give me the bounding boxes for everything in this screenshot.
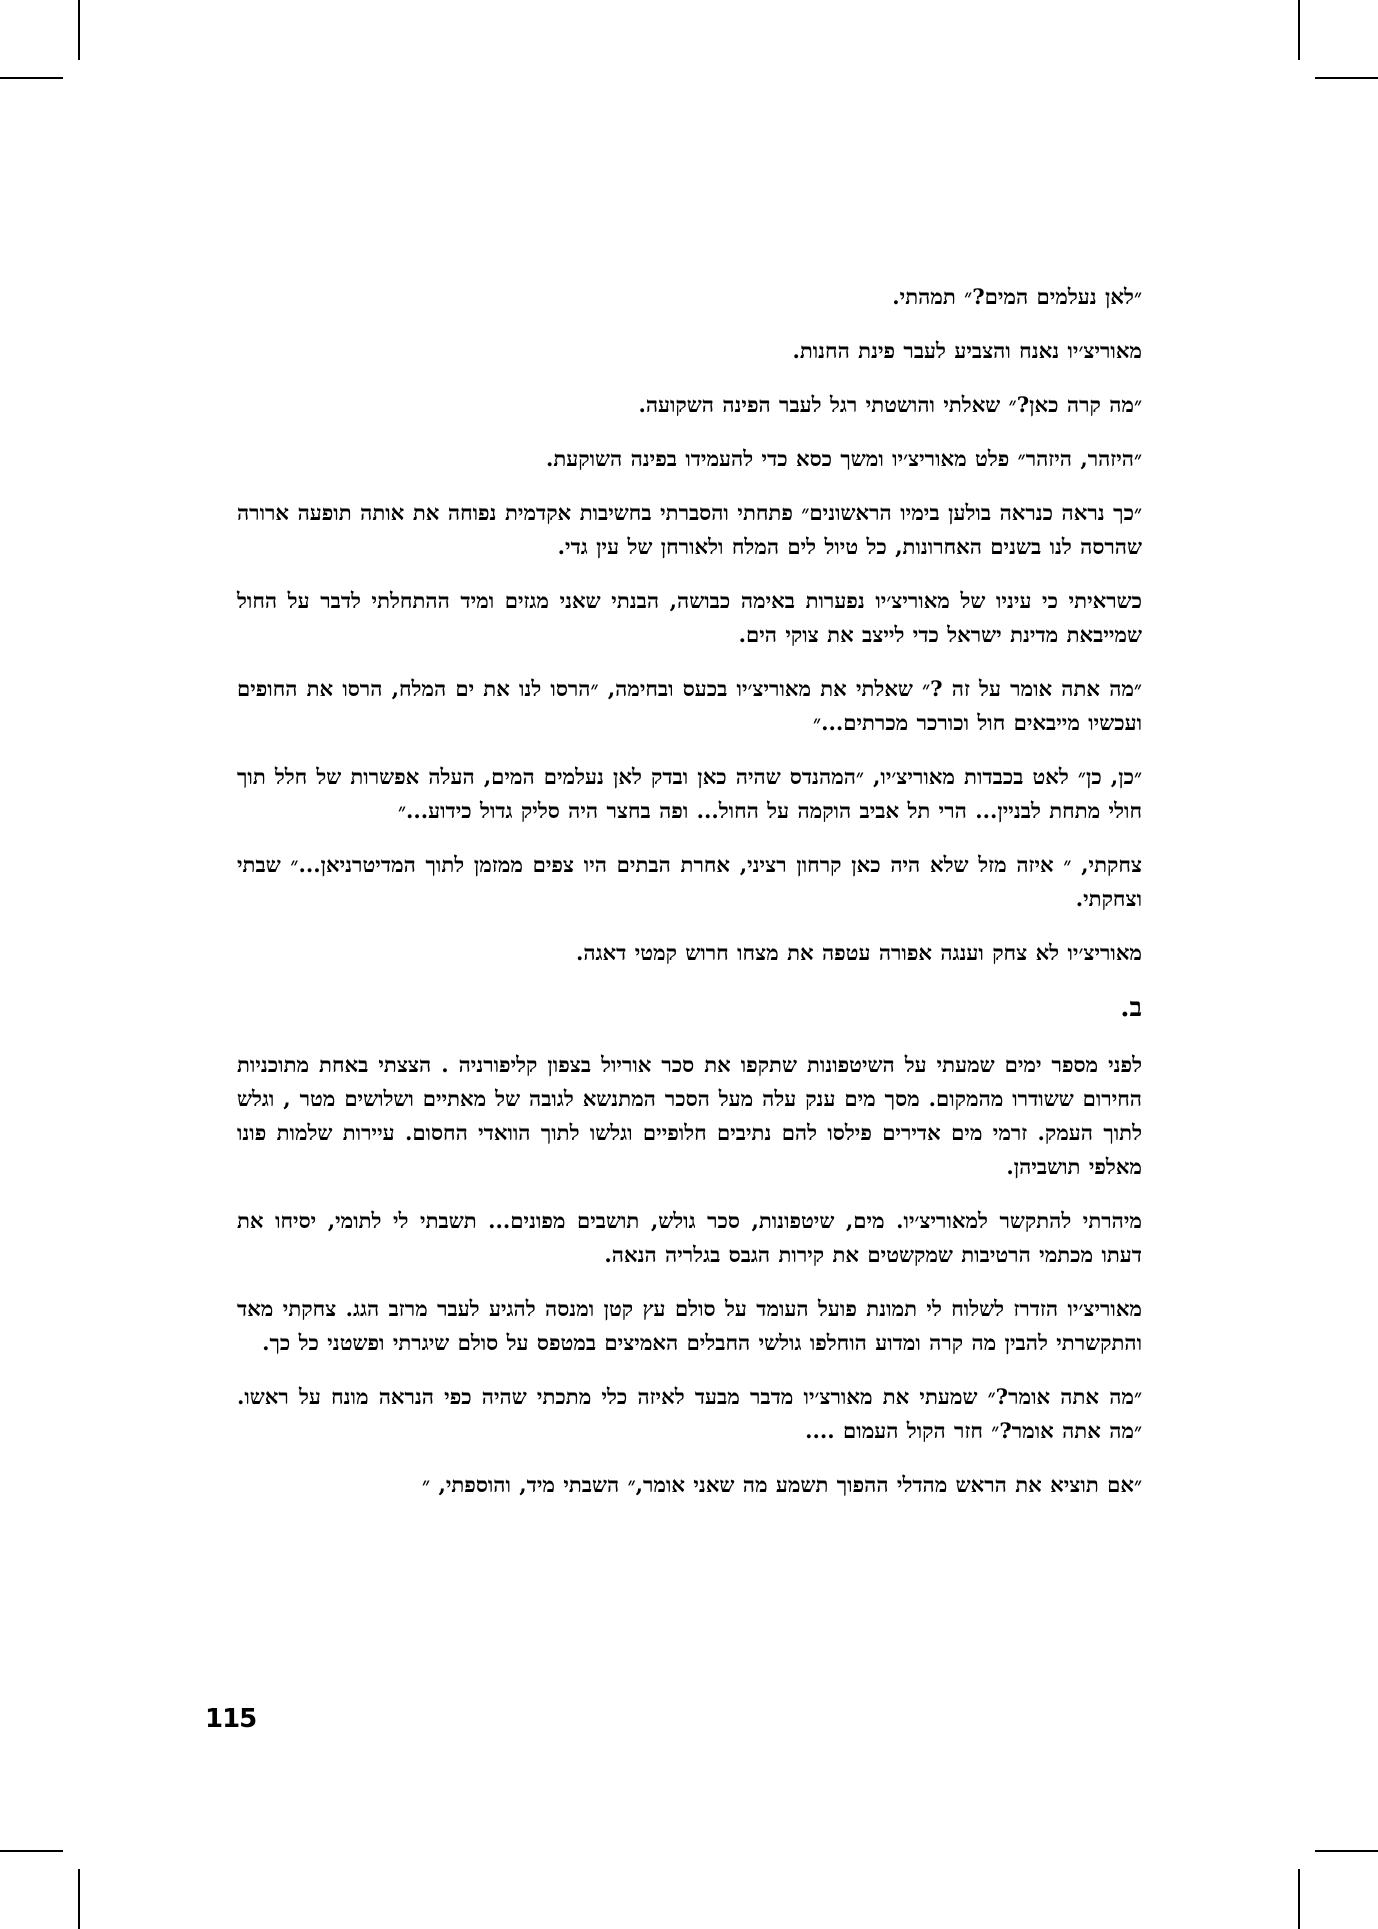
paragraph: ״לאן נעלמים המים?״ תמהתי. [892, 284, 1142, 309]
paragraph: מיהרתי להתקשר למאוריצ׳יו. מים, שיטפונות, סכר גולש, תושבים מפונים... תשבתי לי לתומי, יסיחו את דעתו מכתמי הרטיבות שמקשטים את קירות הגבס בגלריה הנאה. [237, 1208, 1142, 1267]
page-number: 115 [205, 1704, 257, 1734]
paragraph: מאוריצ׳יו לא צחק וענגה אפורה עטפה את מצחו חרוש קמטי דאגה. [575, 940, 1142, 965]
paragraph: ״כך נראה כנראה בולען בימיו הראשונים״ פתחתי והסברתי בחשיבות אקדמית נפוחה את אותה תופעה ארורה שהרסה לנו בשנים האחרונות, כל טיול לים המלח ולאורחן של עין גדי. [237, 500, 1142, 559]
paragraph: לפני מספר ימים שמעתי על השיטפונות שתקפו את סכר אוריול בצפון קליפורניה . הצצתי באחת מתוכניות החירום ששודרו מהמקום. מסך מים ענק עלה מעל הסכר המתנשא לגובה של מאתיים ושלושים מטר , וגלש לתוך העמק. זרמי מים אדירים פילסו להם נתיבים חלופיים וגלשו לתוך הוואדי החסום. עיירות שלמות פונו מאלפי תושביהן. [237, 1052, 1142, 1179]
paragraph: ״כן, כן״ לאט בכבדות מאוריצ׳יו, ״המהנדס שהיה כאן ובדק לאן נעלמים המים, העלה אפשרות של חלל תוך חולי מתחת לבניין... הרי תל אביב הוקמה על החול... ופה בחצר היה סליק גדול כידוע...״ [237, 764, 1142, 823]
paragraph: ״מה קרה כאן?״ שאלתי והושטתי רגל לעבר הפינה השקועה. [638, 392, 1142, 417]
paragraph: ״מה אתה אומר על זה ?״ שאלתי את מאוריצ׳יו בכעס ובחימה, ״הרסו לנו את ים המלח, הרסו את החופים ועכשיו מייבאים חול וכורכר מכרתים...״ [237, 676, 1142, 735]
paragraph: ״היזהר, היזהר״ פלט מאוריצ׳יו ומשך כסא כדי להעמידו בפינה השוקעת. [545, 446, 1142, 471]
crop-mark-top-right-horizontal [1315, 77, 1378, 79]
crop-mark-top-left-horizontal [0, 77, 63, 79]
page-body [237, 280, 1142, 1522]
crop-mark-bottom-left-horizontal [0, 1850, 63, 1852]
crop-mark-bottom-right-vertical [1298, 1869, 1300, 1929]
paragraph: צחקתי, ״ איזה מזל שלא היה כאן קרחון רציני, אחרת הבתים היו צפים ממזמן לתוך המדיטרניאן...״ שבתי וצחקתי. [237, 852, 1142, 911]
paragraph: מאוריצ׳יו הזדרז לשלוח לי תמונת פועל העומד על סולם עץ קטן ומנסה להגיע לעבר מרזב הגג. צחקתי מאד והתקשרתי להבין מה קרה ומדוע הוחלפו גולשי החבלים האמיצים במטפס על סולם שיגרתי ופשטני כל כך. [237, 1296, 1142, 1355]
crop-mark-top-right-vertical [1298, 0, 1300, 60]
paragraph: ״מה אתה אומר?״ שמעתי את מאורצ׳יו מדבר מבעד לאיזה כלי מתכתי שהיה כפי הנראה מונח על ראשו. ״מה אתה אומר?״ חזר הקול העמום .... [237, 1384, 1142, 1443]
paragraph: כשראיתי כי עיניו של מאוריצ׳יו נפערות באימה כבושה, הבנתי שאני מגזים ומיד ההתחלתי לדבר על החול שמייבאת מדינת ישראל כדי לייצב את צוקי הים. [237, 588, 1142, 647]
crop-mark-bottom-left-vertical [78, 1869, 80, 1929]
paragraph: ״אם תוציא את הראש מהדלי ההפוך תשמע מה שאני אומר,״ השבתי מיד, והוספתי, ״ [422, 1472, 1142, 1497]
crop-mark-top-left-vertical [78, 0, 80, 60]
section-heading: ב. [1120, 993, 1142, 1023]
paragraph: מאוריצ׳יו נאנח והצביע לעבר פינת החנות. [792, 338, 1142, 363]
crop-mark-bottom-right-horizontal [1315, 1850, 1378, 1852]
